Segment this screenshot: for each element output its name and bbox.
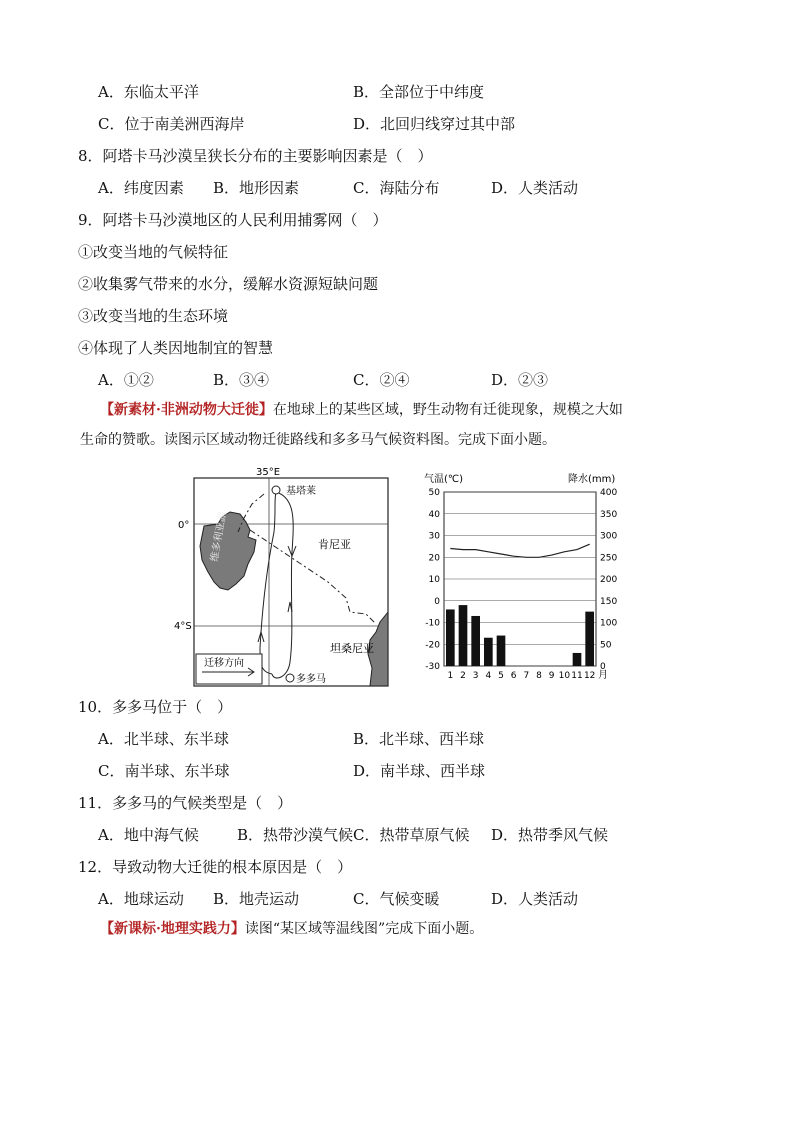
chart-right-axis-label: 降水(mm) [568, 474, 616, 485]
q12-option-b[interactable]: B．地壳运动 [213, 890, 300, 908]
q7-option-d[interactable]: D．北回归线穿过其中部 [353, 115, 516, 133]
q9-option-d[interactable]: D．②③ [491, 371, 549, 389]
material-tag: 【新素材·非洲动物大迁徙】 [100, 402, 273, 418]
map-lat4-label: 4°S [174, 621, 192, 632]
q7-option-a[interactable]: A．东临太平洋 [98, 83, 199, 101]
q8-option-d[interactable]: D．人类活动 [491, 179, 579, 197]
chart-left-axis-label: 气温(℃) [424, 474, 464, 485]
precip-tick-label: 400 [600, 488, 618, 498]
chart-month-unit: 月 [598, 670, 608, 681]
lake-label: 维多利亚湖 [209, 511, 229, 563]
precipitation-bar [484, 638, 493, 666]
temp-tick-label: 10 [428, 575, 440, 585]
precipitation-bar [459, 605, 468, 666]
material-text-3: 读图“某区域等温线图”完成下面小题。 [244, 921, 484, 937]
precip-tick-label: 50 [600, 640, 612, 651]
q9-option-b[interactable]: B．③④ [213, 371, 270, 389]
precip-tick-label: 0 [600, 662, 606, 672]
month-tick-label: 6 [510, 671, 517, 681]
q7-option-c[interactable]: C．位于南美洲西海岸 [98, 115, 245, 133]
q7-option-b[interactable]: B．全部位于中纬度 [353, 83, 485, 101]
month-tick-label: 7 [523, 671, 530, 681]
precipitation-bar [573, 653, 582, 666]
q11-option-c[interactable]: C．热带草原气候 [353, 826, 470, 844]
tanzania-label: 坦桑尼亚 [330, 642, 374, 655]
q9-option-a[interactable]: A．①② [98, 371, 154, 389]
month-tick-label: 12 [583, 671, 596, 681]
temp-tick-label: 20 [428, 553, 440, 564]
temp-tick-label: -20 [425, 640, 440, 651]
temp-tick-label: -30 [425, 662, 440, 672]
precip-tick-label: 200 [600, 575, 618, 585]
precipitation-bar [471, 616, 480, 666]
temp-tick-label: 30 [428, 531, 440, 542]
map-lon-label: 35°E [256, 467, 281, 478]
month-tick-label: 1 [447, 671, 454, 681]
precipitation-bar [446, 609, 455, 666]
month-tick-label: 8 [536, 671, 542, 681]
q12-option-a[interactable]: A．地球运动 [98, 890, 184, 908]
precip-tick-label: 350 [600, 509, 618, 520]
map-lat0-label: 0° [178, 520, 190, 531]
q12-option-c[interactable]: C．气候变暖 [353, 890, 440, 908]
dodoma-label: 多多马 [296, 674, 326, 685]
q8-option-b[interactable]: B．地形因素 [213, 179, 300, 197]
q11-stem: 11．多多马的气候类型是（ ） [78, 794, 293, 812]
material-text-1: 在地球上的某些区域，野生动物有迁徙现象，规模之大如 [272, 402, 623, 418]
kitale-marker [272, 486, 280, 494]
q10-option-c[interactable]: C．南半球、东半球 [98, 762, 230, 780]
precip-tick-label: 150 [600, 596, 618, 607]
temperature-line [450, 544, 589, 557]
kenya-label: 肯尼亚 [318, 538, 351, 551]
month-tick-label: 3 [472, 671, 479, 681]
q11-option-a[interactable]: A．地中海气候 [98, 826, 199, 844]
month-tick-label: 4 [485, 671, 492, 681]
material-text-2: 生命的赞歌。读图示区域动物迁徙路线和多多马气候资料图。完成下面小题。 [80, 432, 556, 448]
q10-option-b[interactable]: B．北半球、西半球 [353, 730, 485, 748]
precip-tick-label: 250 [600, 553, 618, 564]
q9-statement-1: ①改变当地的气候特征 [78, 243, 229, 261]
q9-option-c[interactable]: C．②④ [353, 371, 410, 389]
month-tick-label: 2 [460, 671, 466, 681]
q10-option-d[interactable]: D．南半球、西半球 [353, 762, 486, 780]
material-intro-1 [100, 395, 720, 425]
q9-statement-4: ④体现了人类因地制宜的智慧 [78, 339, 274, 357]
q9-statement-2: ②收集雾气带来的水分，缓解水资源短缺问题 [78, 275, 379, 293]
q9-stem: 9．阿塔卡马沙漠地区的人民利用捕雾网（ ） [78, 211, 388, 229]
temp-tick-label: -10 [425, 618, 440, 629]
q11-option-b[interactable]: B．热带沙漠气候 [237, 826, 354, 844]
dodoma-marker [286, 674, 294, 682]
material-tag-2: 【新课标·地理实践力】 [100, 921, 245, 937]
temp-tick-label: 0 [434, 596, 440, 607]
q8-stem: 8．阿塔卡马沙漠呈狭长分布的主要影响因素是（ ） [78, 147, 433, 165]
precip-tick-label: 300 [600, 531, 618, 542]
month-tick-label: 5 [498, 671, 504, 681]
material-intro-2 [100, 914, 720, 944]
q9-statement-3: ③改变当地的生态环境 [78, 307, 229, 325]
migration-map [174, 462, 394, 690]
q10-stem: 10．多多马位于（ ） [78, 698, 233, 716]
q12-stem: 12．导致动物大迁徙的根本原因是（ ） [78, 858, 353, 876]
legend-label: 迁移方向 [204, 658, 244, 669]
precipitation-bar [497, 636, 506, 666]
month-tick-label: 9 [548, 671, 555, 681]
month-tick-label: 10 [558, 671, 571, 681]
precipitation-bar [585, 612, 594, 666]
q10-option-a[interactable]: A．北半球、东半球 [98, 730, 229, 748]
precip-tick-label: 100 [600, 618, 618, 629]
temp-tick-label: 50 [428, 488, 440, 498]
q8-option-a[interactable]: A．纬度因素 [98, 179, 184, 197]
q12-option-d[interactable]: D．人类活动 [491, 890, 579, 908]
month-tick-label: 11 [571, 671, 583, 681]
temp-tick-label: 40 [428, 509, 440, 520]
q8-option-c[interactable]: C．海陆分布 [353, 179, 440, 197]
climate-chart [420, 468, 620, 690]
material-intro-1b [80, 425, 700, 455]
q11-option-d[interactable]: D．热带季风气候 [491, 826, 609, 844]
kitale-label: 基塔莱 [286, 486, 316, 497]
